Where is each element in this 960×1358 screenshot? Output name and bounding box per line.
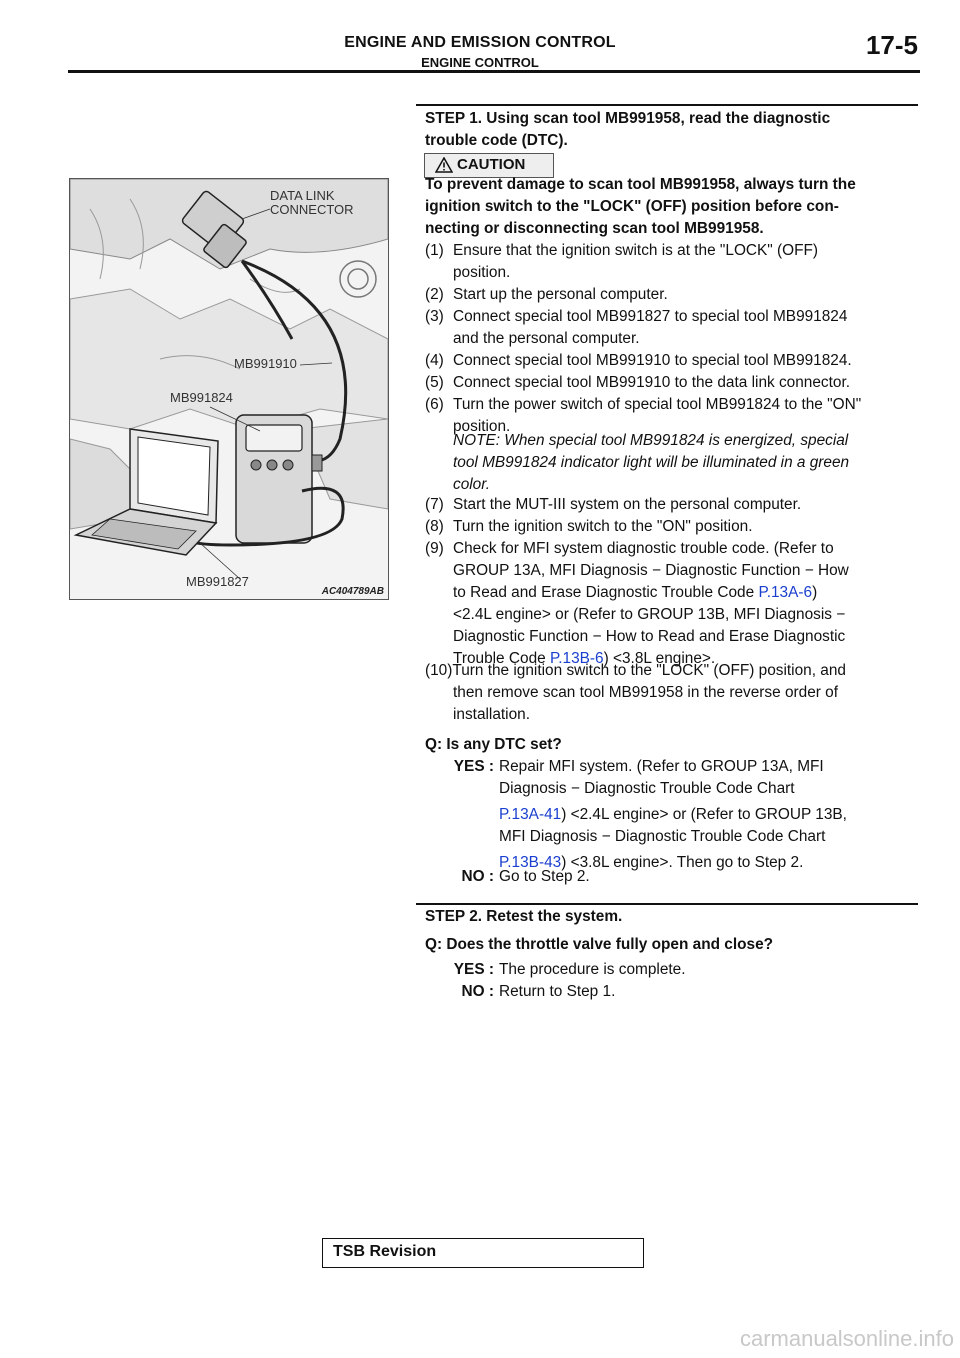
page-number: 17-5 xyxy=(865,30,918,60)
link-p13a-41[interactable]: P.13A-41 xyxy=(499,806,562,823)
label-mb991910: MB991910 xyxy=(234,356,297,371)
header-rule xyxy=(68,70,920,73)
label-mb991827: MB991827 xyxy=(186,574,249,589)
yes-answer: Repair MFI system. (Refer to GROUP 13A, MFI Diagnosis − Diagnostic Trouble Code Chart P.13A-41) <2.4L engine> or (Refer to GROUP 13B, MFI Diagnosis − Diagnostic Trouble Code Chart P.13B-43) <3.8L engine>. Then go to Step 2. xyxy=(499,758,847,871)
step1-question: Q: Is any DTC set? xyxy=(425,736,562,753)
yes-label: YES : xyxy=(453,961,494,978)
step2-title: STEP 2. Retest the system. xyxy=(425,908,623,925)
label-mb991824: MB991824 xyxy=(170,390,233,405)
no-label: NO : xyxy=(461,983,494,1000)
step1-title: STEP 1. Using scan tool MB991958, read the diagnostic trouble code (DTC). xyxy=(425,110,831,149)
step1-rule xyxy=(416,104,918,106)
step2-question: Q: Does the throttle valve fully open and close? xyxy=(425,936,774,953)
link-p13b-43[interactable]: P.13B-43 xyxy=(499,854,562,871)
caution-text: To prevent damage to scan tool MB991958, always turn the ignition switch to the "LOCK" (OFF) position before con- necting or disconnecting scan tool MB991958. xyxy=(425,176,856,237)
note-text: NOTE: When special tool MB991824 is energized, special tool MB991824 indicator light will be illuminated in a green color. xyxy=(453,432,850,493)
mb991824-unit xyxy=(236,415,322,543)
section-title: ENGINE AND EMISSION CONTROL xyxy=(344,34,616,51)
warning-icon xyxy=(435,157,453,173)
tsb-revision-box xyxy=(322,1238,644,1268)
no-answer: Return to Step 1. xyxy=(499,983,616,1000)
yes-answer: The procedure is complete. xyxy=(499,961,686,978)
no-answer: Go to Step 2. xyxy=(499,868,590,885)
yes-label: YES : xyxy=(453,758,494,775)
list-item: (10)Turn the ignition switch to the "LOCK" (OFF) position, and then remove scan tool MB991958 in the reverse order of installation. xyxy=(425,662,846,723)
caution-label: CAUTION xyxy=(457,156,526,173)
dashboard-illustration xyxy=(70,179,388,599)
tsb-revision-label: TSB Revision xyxy=(333,1243,437,1260)
figure-code: AC404789AB xyxy=(321,586,384,597)
scan-tool-connection-figure xyxy=(69,178,389,600)
link-p13a-6[interactable]: P.13A-6 xyxy=(758,584,813,601)
step2-rule xyxy=(416,903,918,905)
link-p13b-6[interactable]: P.13B-6 xyxy=(549,650,604,667)
no-label: NO : xyxy=(461,868,494,885)
watermark: carmanualsonline.info xyxy=(739,1326,954,1351)
section-subtitle: ENGINE CONTROL xyxy=(421,55,539,70)
label-data-link-connector: DATA LINK CONNECTOR xyxy=(270,188,354,217)
